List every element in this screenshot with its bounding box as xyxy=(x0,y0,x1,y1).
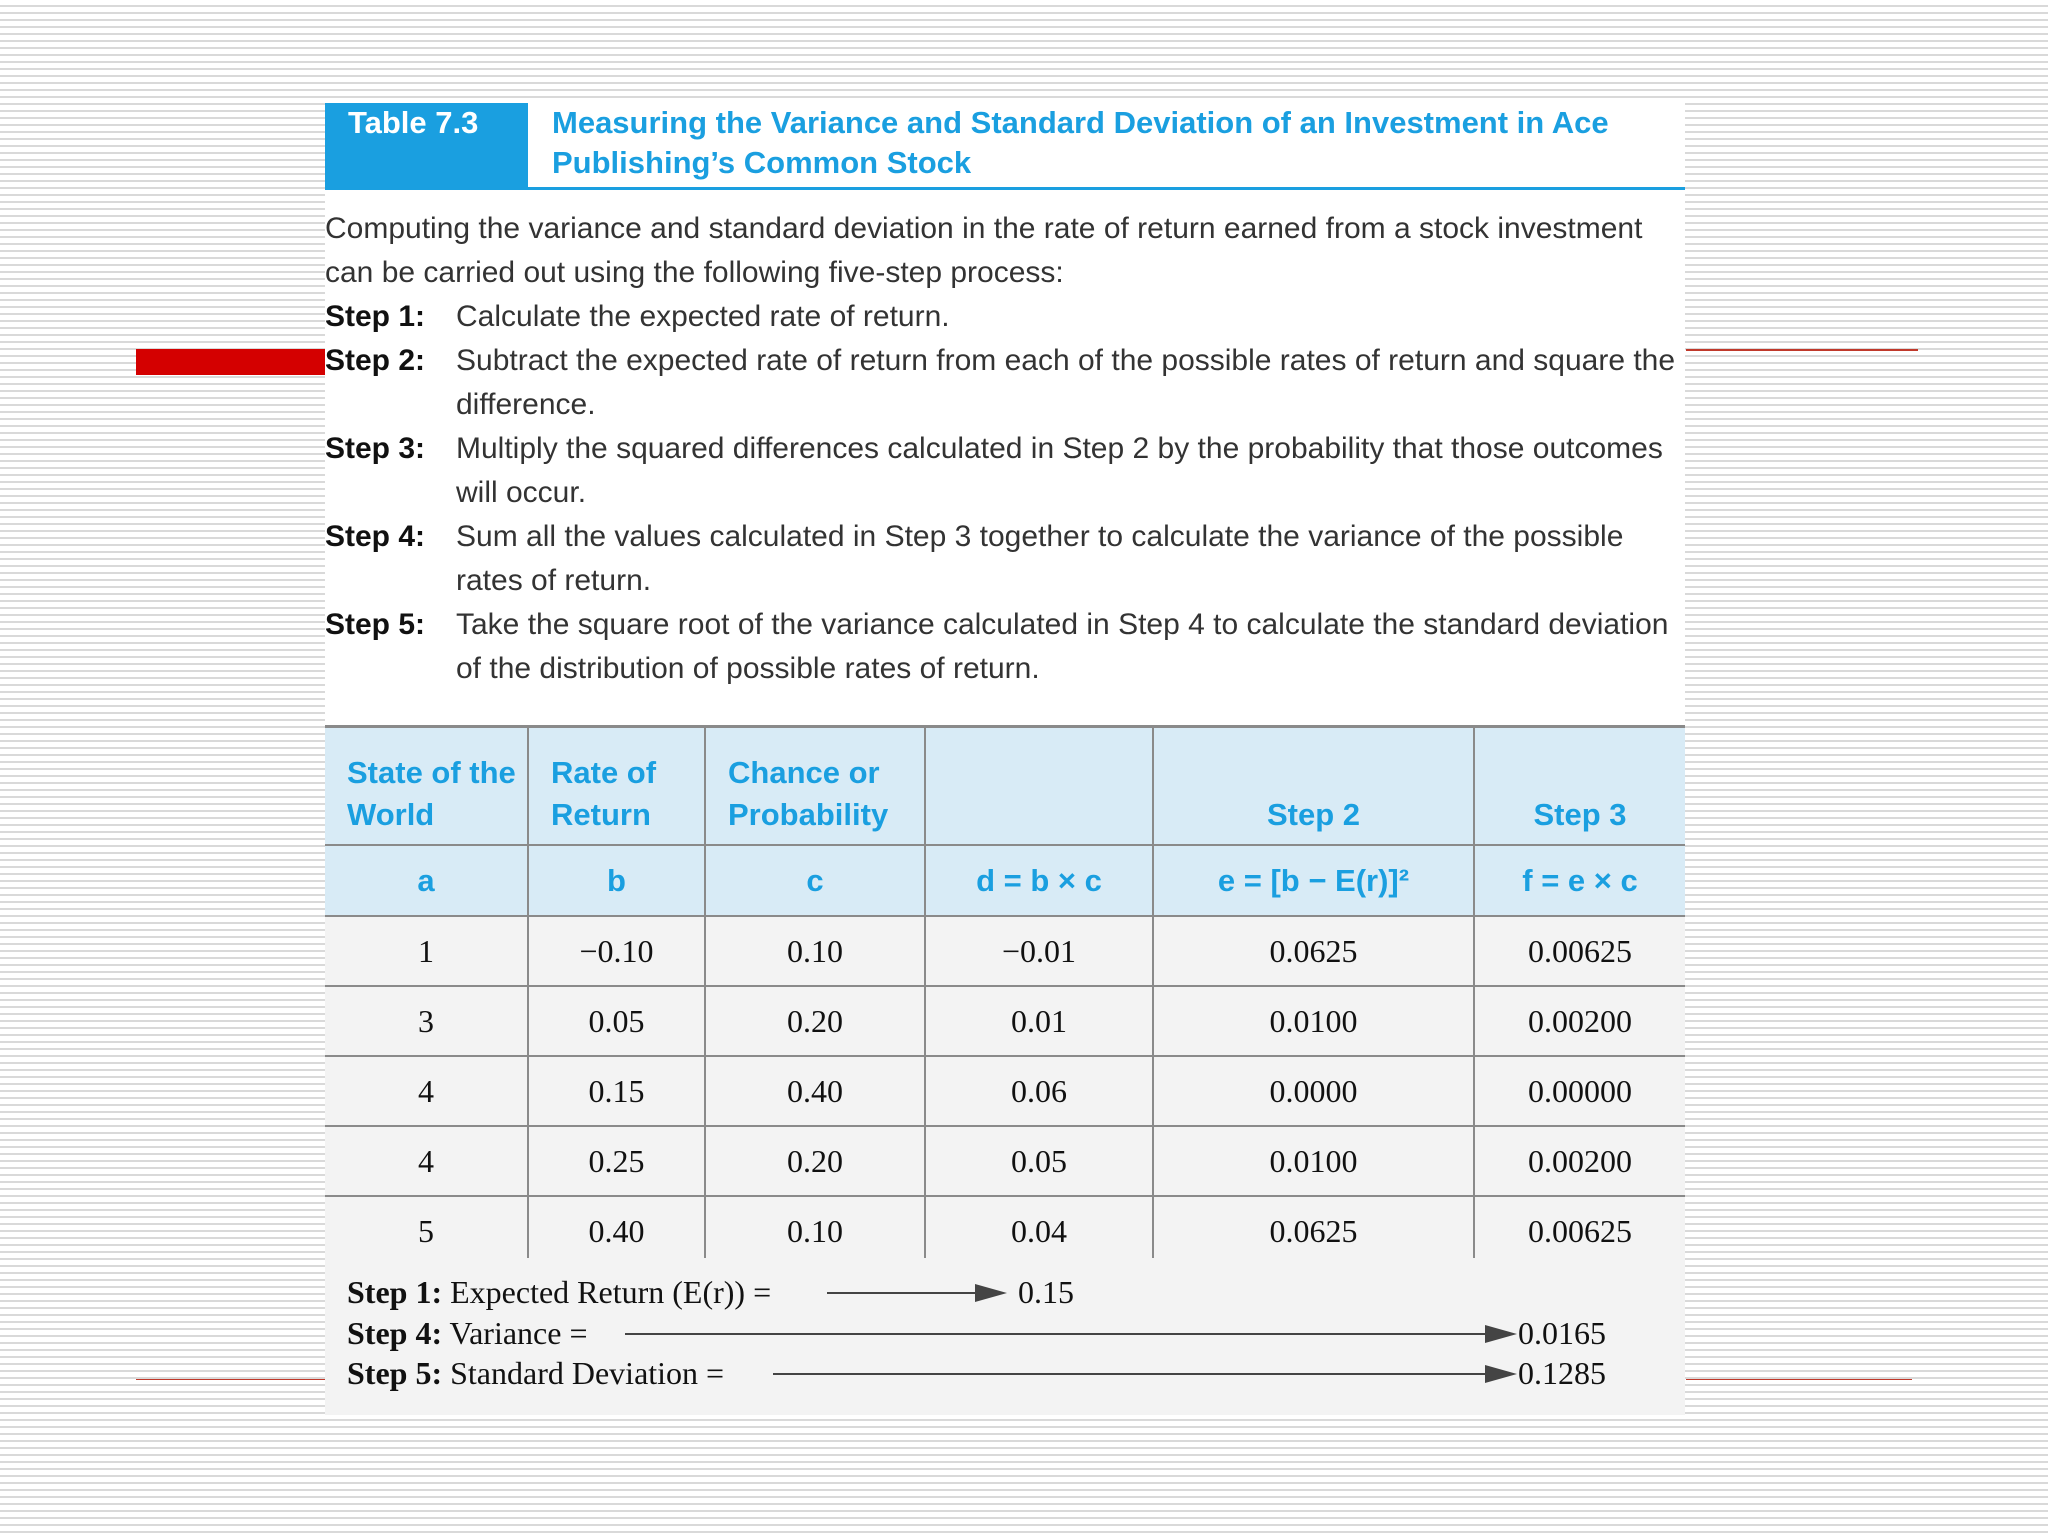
arrow-icon xyxy=(773,1373,1513,1375)
summary-step-label: Step 4: xyxy=(347,1315,443,1351)
column-letter: a xyxy=(325,845,528,916)
table-number: Table 7.3 xyxy=(325,103,528,187)
table-slide xyxy=(325,103,1685,1415)
step-label: Step 1: xyxy=(325,300,426,333)
table-cell: 0.00000 xyxy=(1474,1056,1685,1126)
table-cell: 3 xyxy=(325,986,528,1056)
red-divider-line xyxy=(1686,349,1918,351)
table-row xyxy=(325,916,1685,986)
table-row xyxy=(325,986,1685,1056)
column-header: Rate of Return xyxy=(528,727,705,846)
red-divider-line xyxy=(1686,1379,1912,1380)
column-header: Step 2 xyxy=(1153,727,1474,846)
summary-text: Variance = xyxy=(449,1315,588,1351)
variance-value: 0.0165 xyxy=(1518,1315,1606,1351)
step-text: Calculate the expected rate of return. xyxy=(456,300,950,333)
column-header: Chance or Probability xyxy=(705,727,925,846)
table-cell: 0.00625 xyxy=(1474,916,1685,986)
table-cell: 0.10 xyxy=(705,1196,925,1266)
table-cell: 0.05 xyxy=(925,1126,1153,1196)
summary-panel xyxy=(325,1258,1685,1415)
column-letter: b xyxy=(528,845,705,916)
calculation-table xyxy=(325,725,1685,1267)
table-cell: 4 xyxy=(325,1126,528,1196)
table-cell: 0.25 xyxy=(528,1126,705,1196)
table-cell: 0.05 xyxy=(528,986,705,1056)
intro-paragraph: Computing the variance and standard deviation in the rate of return earned from a stock investment can be carried out using the following five-step process: xyxy=(325,212,1643,289)
table-cell: 0.40 xyxy=(528,1196,705,1266)
table-cell: 0.01 xyxy=(925,986,1153,1056)
table-cell: 0.04 xyxy=(925,1196,1153,1266)
table-row xyxy=(325,1056,1685,1126)
variance-line xyxy=(347,1313,588,1353)
expected-return-line xyxy=(347,1272,771,1312)
table-cell: 0.0625 xyxy=(1153,1196,1474,1266)
table-row xyxy=(325,1196,1685,1266)
step-text: Multiply the squared differences calculated in Step 2 by the probability that those outcomes will occur. xyxy=(456,432,1663,509)
step-text: Sum all the values calculated in Step 3 together to calculate the variance of the possible rates of return. xyxy=(456,520,1624,597)
table-cell: 4 xyxy=(325,1056,528,1126)
table-cell: 0.40 xyxy=(705,1056,925,1126)
step-label: Step 2: xyxy=(325,344,426,377)
step-label: Step 4: xyxy=(325,520,426,553)
step-text: Subtract the expected rate of return from each of the possible rates of return and square the difference. xyxy=(456,344,1676,421)
table-cell: 0.00625 xyxy=(1474,1196,1685,1266)
step-text: Take the square root of the variance calculated in Step 4 to calculate the standard deviation of the distribution of possible rates of return. xyxy=(456,608,1669,685)
table-cell: −0.10 xyxy=(528,916,705,986)
column-letter: d = b × c xyxy=(925,845,1153,916)
table-cell: 0.20 xyxy=(705,1126,925,1196)
table-cell: 0.15 xyxy=(528,1056,705,1126)
table-cell: 1 xyxy=(325,916,528,986)
column-header: Step 3 xyxy=(1474,727,1685,846)
column-header xyxy=(925,727,1153,846)
column-header: State of the World xyxy=(325,727,528,846)
expected-return-value: 0.15 xyxy=(1018,1274,1074,1310)
column-letter: f = e × c xyxy=(1474,845,1685,916)
table-title: Measuring the Variance and Standard Deviation of an Investment in Ace Publishing’s Common Stock xyxy=(552,105,1609,180)
table-cell: 0.00200 xyxy=(1474,986,1685,1056)
table-cell: 0.00200 xyxy=(1474,1126,1685,1196)
step-label: Step 5: xyxy=(325,608,426,641)
table-cell: −0.01 xyxy=(925,916,1153,986)
red-divider-line xyxy=(136,1379,326,1380)
table-title-row xyxy=(325,103,1685,190)
arrow-icon xyxy=(625,1333,1513,1335)
summary-step-label: Step 5: xyxy=(347,1355,443,1391)
std-dev-line xyxy=(347,1353,724,1393)
std-dev-value: 0.1285 xyxy=(1518,1355,1606,1391)
summary-text: Expected Return (E(r)) = xyxy=(450,1274,772,1310)
step-label: Step 3: xyxy=(325,432,426,465)
table-cell: 0.20 xyxy=(705,986,925,1056)
table-row xyxy=(325,1126,1685,1196)
summary-step-label: Step 1: xyxy=(347,1274,443,1310)
table-cell: 0.10 xyxy=(705,916,925,986)
table-cell: 0.0100 xyxy=(1153,1126,1474,1196)
summary-text: Standard Deviation = xyxy=(450,1355,725,1391)
table-cell: 0.0000 xyxy=(1153,1056,1474,1126)
table-letter-row xyxy=(325,845,1685,916)
table-header-row xyxy=(325,727,1685,846)
table-cell: 5 xyxy=(325,1196,528,1266)
column-letter: c xyxy=(705,845,925,916)
table-cell: 0.0625 xyxy=(1153,916,1474,986)
table-cell: 0.06 xyxy=(925,1056,1153,1126)
column-letter: e = [b − E(r)]² xyxy=(1153,845,1474,916)
arrow-icon xyxy=(827,1292,1003,1294)
red-marker-bar xyxy=(136,349,326,375)
table-cell: 0.0100 xyxy=(1153,986,1474,1056)
